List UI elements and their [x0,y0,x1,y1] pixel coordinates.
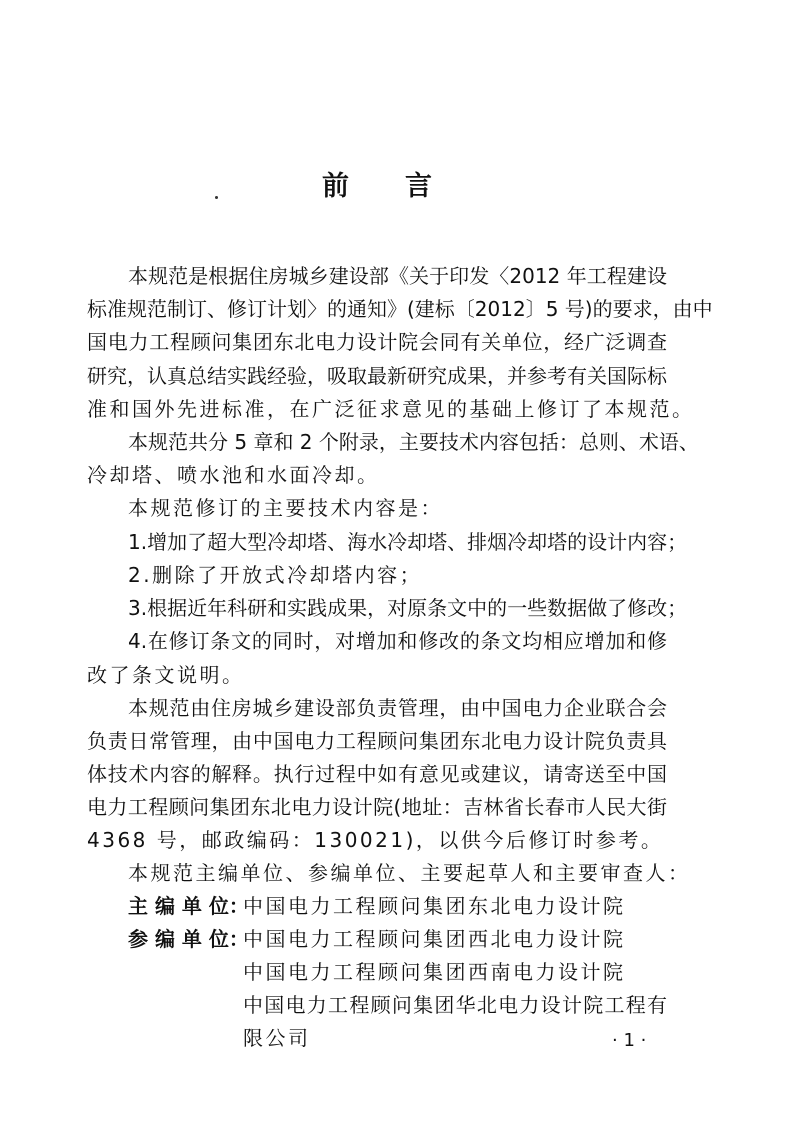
chief-unit-label: 主 编 单 位： [128,894,249,918]
participant-unit: 限公司 [243,1026,311,1050]
text-line: 国电力工程顾问集团东北电力设计院会同有关单位，经广泛调查 [87,330,667,354]
text-line: 研究，认真总结实践经验，吸取最新研究成果，并参考有关国际标 [87,364,667,388]
chief-unit: 中国电力工程顾问集团东北电力设计院 [243,894,626,918]
scan-speck [215,196,218,199]
text-line: 本规范修订的主要技术内容是： [128,496,443,520]
participant-unit: 中国电力工程顾问集团西北电力设计院 [243,927,626,951]
text-line: 电力工程顾问集团东北电力设计院(地址：吉林省长春市人民大街 [87,795,667,819]
page-title-char: 前 [322,171,349,202]
text-line: 冷却塔、喷水池和水面冷却。 [87,463,380,487]
list-item: 3.根据近年科研和实践成果，对原条文中的一些数据做了修改； [128,596,688,620]
page-title-char: 言 [405,171,432,202]
text-line: 本规范是根据住房城乡建设部《关于印发〈2012 年工程建设 [128,264,667,288]
text-line: 体技术内容的解释。执行过程中如有意见或建议，请寄送至中国 [87,762,667,786]
text-line: 本规范由住房城乡建设部负责管理，由中国电力企业联合会 [128,696,667,720]
participant-unit: 中国电力工程顾问集团华北电力设计院工程有 [243,993,667,1017]
text-line: 负责日常管理，由中国电力工程顾问集团东北电力设计院负责具 [87,729,667,753]
list-item: 改了条文说明。 [87,663,245,687]
participant-unit-label: 参 编 单 位： [128,927,249,951]
text-line: 本规范主编单位、参编单位、主要起草人和主要审查人： [128,861,691,885]
page-number: · 1 · [612,1030,647,1051]
text-line: 本规范共分 5 章和 2 个附录，主要技术内容包括：总则、术语、 [128,430,699,454]
text-line: 准和国外先进标准，在广泛征求意见的基础上修订了本规范。 [87,397,695,421]
list-item: 1.增加了超大型冷却塔、海水冷却塔、排烟冷却塔的设计内容； [128,530,688,554]
list-item: 4.在修订条文的同时，对增加和修改的条文均相应增加和修 [128,629,667,653]
text-line: 4368 号，邮政编码：130021)，以供今后修订时参考。 [87,828,664,852]
participant-unit: 中国电力工程顾问集团西南电力设计院 [243,960,626,984]
list-item: 2.删除了开放式冷却塔内容； [128,563,423,587]
text-line: 标准规范制订、修订计划〉的通知》(建标〔2012〕5 号)的要求，由中 [87,297,713,321]
